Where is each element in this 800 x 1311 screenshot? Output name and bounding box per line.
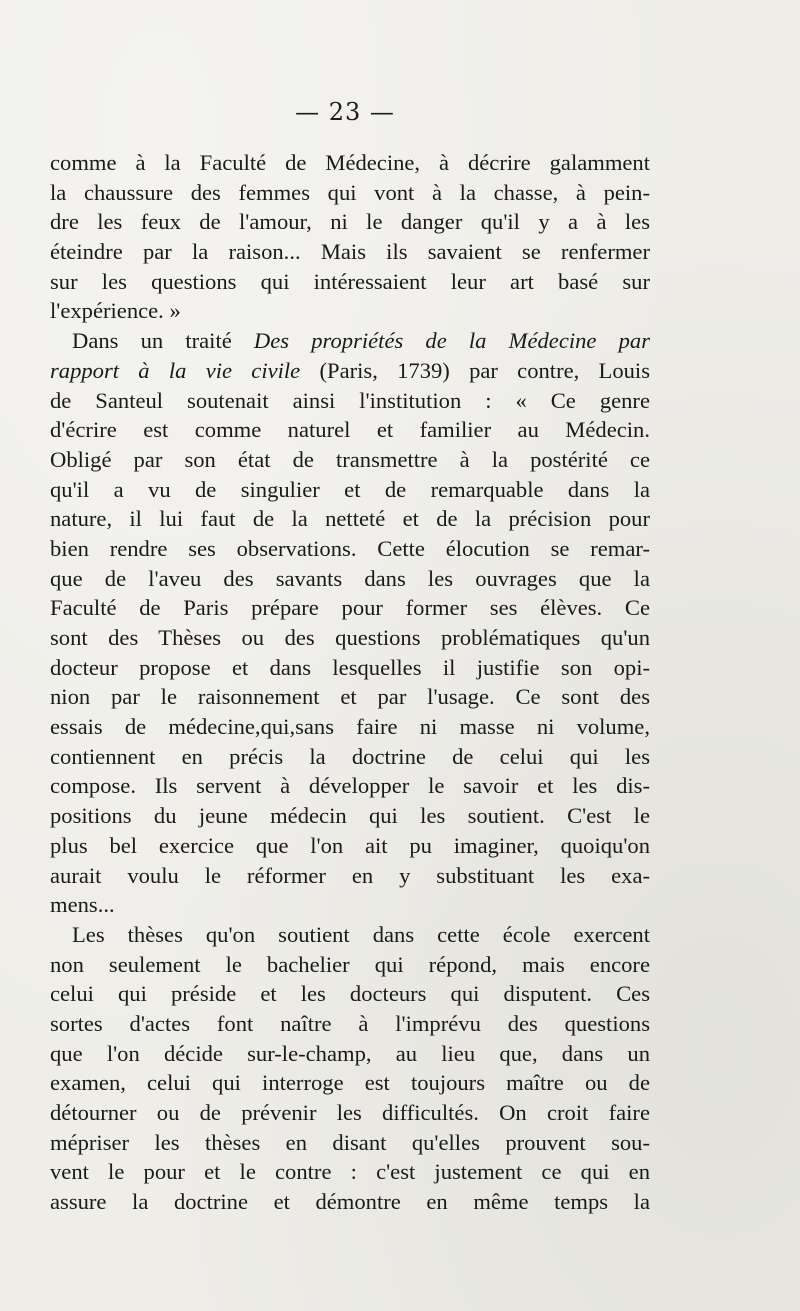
text-line: nature, il lui faut de la netteté et de la précision pour [50,506,650,532]
text-line [50,356,650,386]
text-line: de Santeul soutenait ainsi l'institution : « Ce genre [50,387,650,413]
text-line: comme à la Faculté de Médecine, à décrire galamment [50,150,650,175]
text-line: détourner ou de prévenir les difficultés. On croit faire [50,1100,650,1125]
text-line: mépriser les thèses en disant qu'elles prouvent sou- [50,1129,650,1155]
italic-title-segment: Des propriétés de la Médecine par [253,328,650,354]
text-line: la chaussure des femmes qui vont à la chasse, à pein- [50,179,650,205]
text-line: éteindre par la raison... Mais ils savaient se renfermer [50,239,650,265]
text-line: contiennent en précis la doctrine de celui qui les [50,743,650,769]
text-line: aurait voulu le réformer en y substituant les exa- [50,862,650,888]
text-line: compose. Ils servent à développer le savoir et les dis- [50,773,650,799]
text-line: essais de médecine,qui,sans faire ni masse ni volume, [50,714,650,740]
text-line [50,326,650,356]
text-segment: (Paris, 1739) par contre, Louis [300,357,651,383]
text-line: sont des Thèses ou des questions problématiques qu'un [50,625,650,650]
text-line: dre les feux de l'amour, ni le danger qu'il y a à les [50,209,650,235]
text-line: nion par le raisonnement et par l'usage. Ce sont des [50,684,650,710]
text-line: examen, celui qui interroge est toujours maître ou de [50,1070,650,1096]
text-line: vent le pour et le contre : c'est justement ce qui en [50,1159,650,1185]
text-line: assure la doctrine et démontre en même temps la [50,1189,650,1215]
text-line: Faculté de Paris prépare pour former ses élèves. Ce [50,595,650,621]
text-line: d'écrire est comme naturel et familier au Médecin. [50,417,650,443]
text-line: sortes d'actes font naître à l'imprévu des questions [50,1010,650,1036]
text-line: plus bel exercice que l'on ait pu imaginer, quoiqu'on [50,832,650,858]
text-line: bien rendre ses observations. Cette élocution se remar- [50,535,650,561]
text-line: positions du jeune médecin qui les soutient. C'est le [50,803,650,829]
text-line: Obligé par son état de transmettre à la postérité ce [50,446,650,472]
text-line: Les thèses qu'on soutient dans cette école exercent [72,921,650,947]
text-line: sur les questions qui intéressaient leur art basé sur [50,268,650,294]
text-line: qu'il a vu de singulier et de remarquable dans la [50,476,650,502]
text-line: non seulement le bachelier qui répond, mais encore [50,951,650,977]
text-segment: Dans un traité [72,328,254,354]
italic-title-segment: rapport à la vie civile [50,357,301,383]
text-line: l'expérience. » [50,298,181,324]
text-line: docteur propose et dans lesquelles il justifie son opi- [50,654,650,680]
text-line: que l'on décide sur-le-champ, au lieu que, dans un [50,1040,650,1066]
text-line: celui qui préside et les docteurs qui disputent. Ces [50,981,650,1007]
text-line: mens... [50,892,115,918]
page-number: — 23 — [295,98,395,126]
text-line: que de l'aveu des savants dans les ouvrages que la [50,565,650,591]
body-text [50,148,650,1217]
